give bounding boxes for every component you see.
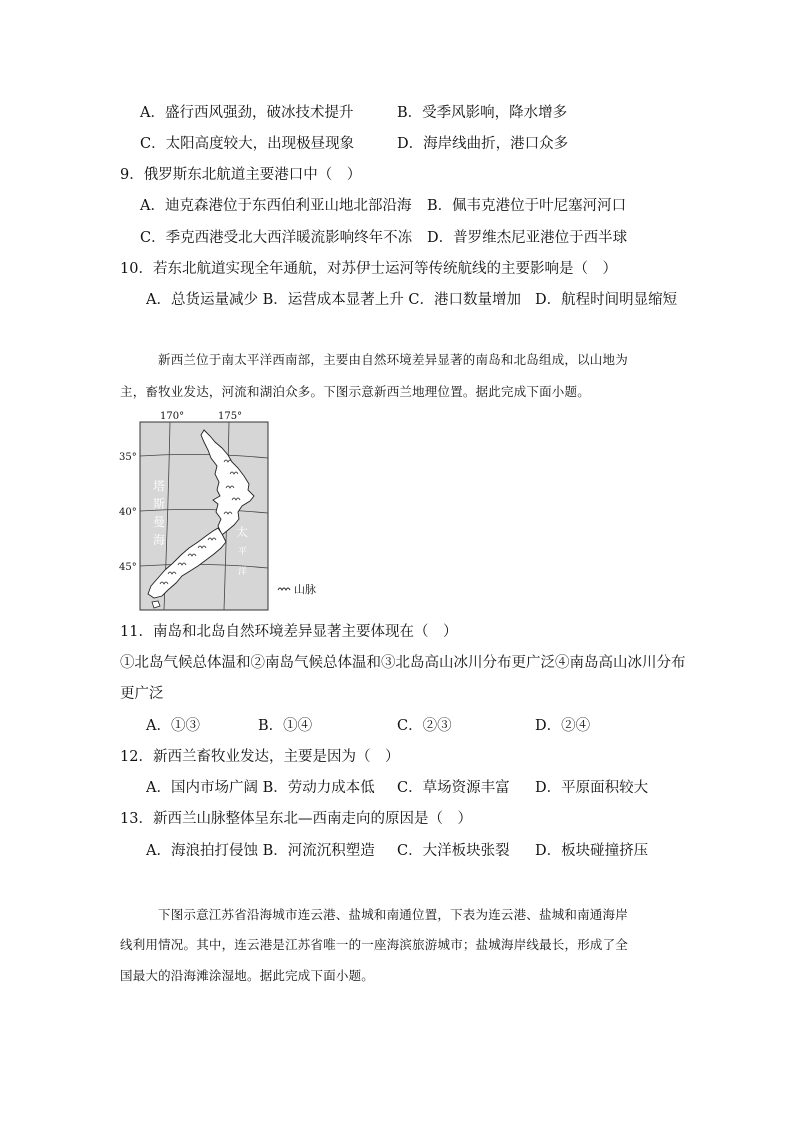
q11-items-line1: ①北岛气候总体温和②南岛气候总体温和③北岛高山冰川分布更广泛④南岛高山冰川分布 (120, 655, 686, 671)
new-zealand-map (118, 408, 333, 613)
mountain-range-icon (278, 588, 290, 590)
passage2-line3: 国最大的沿海滩涂湿地。据此完成下面小题。 (120, 968, 375, 983)
q11-option-a: A．①③ (146, 718, 200, 734)
lon-label-175: 175° (218, 411, 243, 422)
q11-stem: 11．南岛和北岛自然环境差异显著主要体现在（ ） (120, 624, 458, 640)
q8-option-b: B．受季风影响，降水增多 (397, 105, 568, 121)
q10-options-abc: A．总货运量减少 B．运营成本显著上升 C．港口数量增加 (146, 292, 521, 308)
tasman-sea-char-2: 斯 (153, 497, 166, 511)
pacific-ocean-char-2: 平 (238, 547, 248, 557)
q9-option-a: A．迪克森港位于东西伯利亚山地北部沿海 (140, 198, 412, 214)
passage2-line1: 下图示意江苏省沿海城市连云港、盐城和南通位置，下表为连云港、盐城和南通海岸 (158, 907, 628, 922)
q9-option-b: B．佩韦克港位于叶尼塞河河口 (427, 198, 627, 214)
passage1-line1: 新西兰位于南太平洋西南部，主要由自然环境差异显著的南岛和北岛组成，以山地为 (158, 352, 628, 367)
q12-option-c: C．草场资源丰富 (397, 780, 510, 796)
q13-option-c: C．大洋板块张裂 (397, 843, 510, 859)
q12-option-d: D．平原面积较大 (535, 780, 649, 796)
q13-options-ab: A．海浪拍打侵蚀 B．河流沉积塑造 (146, 843, 375, 859)
q11-items-line2: 更广泛 (120, 686, 164, 702)
passage1-line2: 主，畜牧业发达，河流和湖泊众多。下图示意新西兰地理位置。据此完成下面小题。 (120, 384, 590, 399)
lat-label-45: 45° (119, 562, 137, 573)
q9-option-c: C．季克西港受北大西洋暖流影响终年不冻 (140, 230, 413, 246)
q8-option-d: D．海岸线曲折，港口众多 (397, 136, 569, 152)
q8-option-c: C．太阳高度较大，出现极昼现象 (140, 136, 355, 152)
q10-option-d: D．航程时间明显缩短 (535, 292, 678, 308)
q11-option-d: D．②④ (535, 718, 591, 734)
pacific-ocean-char-1: 太 (236, 525, 249, 539)
legend-label: 山脉 (294, 583, 316, 596)
q13-stem: 13．新西兰山脉整体呈东北—西南走向的原因是（ ） (120, 811, 472, 827)
q9-stem: 9．俄罗斯东北航道主要港口中（ ） (120, 167, 362, 183)
tasman-sea-char-3: 曼 (153, 515, 166, 529)
q12-stem: 12．新西兰畜牧业发达，主要是因为（ ） (120, 749, 400, 765)
pacific-ocean-char-3: 洋 (238, 567, 248, 577)
lon-label-170: 170° (160, 411, 185, 422)
tasman-sea-char-4: 海 (153, 533, 166, 547)
q10-stem: 10．若东北航道实现全年通航，对苏伊士运河等传统航线的主要影响是（ ） (120, 261, 617, 277)
tasman-sea-char-1: 塔 (153, 479, 166, 493)
q11-option-c: C．②③ (397, 718, 452, 734)
lat-label-40: 40° (119, 507, 137, 518)
q12-options-ab: A．国内市场广阔 B．劳动力成本低 (146, 780, 375, 796)
passage2-line2: 线利用情况。其中，连云港是江苏省唯一的一座海滨旅游城市；盐城海岸线最长，形成了全 (120, 937, 629, 952)
q13-option-d: D．板块碰撞挤压 (535, 843, 649, 859)
q9-option-d: D．普罗维杰尼亚港位于西半球 (427, 230, 628, 246)
lat-label-35: 35° (119, 452, 137, 463)
q8-option-a: A．盛行西风强劲，破冰技术提升 (140, 105, 354, 121)
q11-option-b: B．①④ (258, 718, 313, 734)
